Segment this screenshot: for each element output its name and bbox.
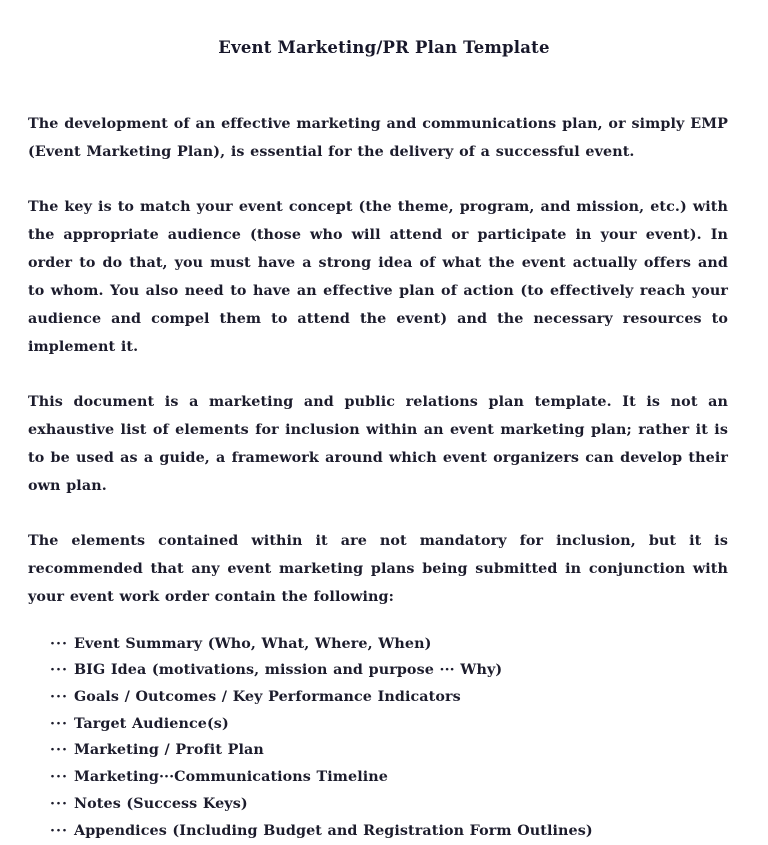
list-item-label: Goals / Outcomes / Key Performance Indicators bbox=[74, 688, 461, 705]
bullet-marker-icon: ··· bbox=[50, 822, 68, 839]
elements-bullet-list bbox=[28, 631, 728, 845]
document-body bbox=[28, 110, 728, 611]
list-item-label: Appendices (Including Budget and Registration Form Outlines) bbox=[74, 822, 593, 839]
list-item bbox=[28, 791, 728, 818]
list-item-label: Marketing···Communications Timeline bbox=[74, 769, 388, 786]
bullet-marker-icon: ··· bbox=[50, 742, 68, 759]
list-item bbox=[28, 818, 728, 845]
bullet-marker-icon: ··· bbox=[50, 795, 68, 812]
list-item bbox=[28, 684, 728, 711]
paragraph-3: This document is a marketing and public relations plan template. It is not an exhaustive list of elements for inclusion within an event marketing plan; rather it is to be used as a guide, a framework around which event organizers can develop their own plan. bbox=[28, 393, 728, 494]
paragraph-4: The elements contained within it are not mandatory for inclusion, but it is recommended that any event marketing plans being submitted in conjunction with your event work order contain the following: bbox=[28, 532, 728, 606]
list-item-label: Event Summary (Who, What, Where, When) bbox=[74, 635, 432, 652]
bullet-marker-icon: ··· bbox=[50, 662, 68, 679]
list-item-label: Marketing / Profit Plan bbox=[74, 742, 264, 759]
bullet-marker-icon: ··· bbox=[50, 715, 68, 732]
paragraph-1: The development of an effective marketing and communications plan, or simply EMP (Event Marketing Plan), is essential for the delivery of a successful event. bbox=[28, 115, 728, 160]
list-item-label: BIG Idea (motivations, mission and purpose ··· Why) bbox=[74, 662, 503, 679]
list-item-label: Target Audience(s) bbox=[74, 715, 229, 732]
list-item bbox=[28, 765, 728, 792]
page-title: Event Marketing/PR Plan Template bbox=[218, 38, 550, 57]
list-item bbox=[28, 738, 728, 765]
paragraph-2: The key is to match your event concept (the theme, program, and mission, etc.) with the appropriate audience (those who will attend or participate in your event). In order to do that, you must have a strong idea of what the event actually offers and to whom. You also need to have an effective plan of action (to effectively reach your audience and compel them to attend the event) and the necessary resources to implement it. bbox=[28, 198, 728, 355]
list-item bbox=[28, 711, 728, 738]
bullet-marker-icon: ··· bbox=[50, 769, 68, 786]
list-item bbox=[28, 631, 728, 658]
bullet-marker-icon: ··· bbox=[50, 688, 68, 705]
list-item bbox=[28, 658, 728, 685]
bullet-marker-icon: ··· bbox=[50, 635, 68, 652]
document-content bbox=[28, 38, 728, 845]
list-item-label: Notes (Success Keys) bbox=[74, 795, 248, 812]
